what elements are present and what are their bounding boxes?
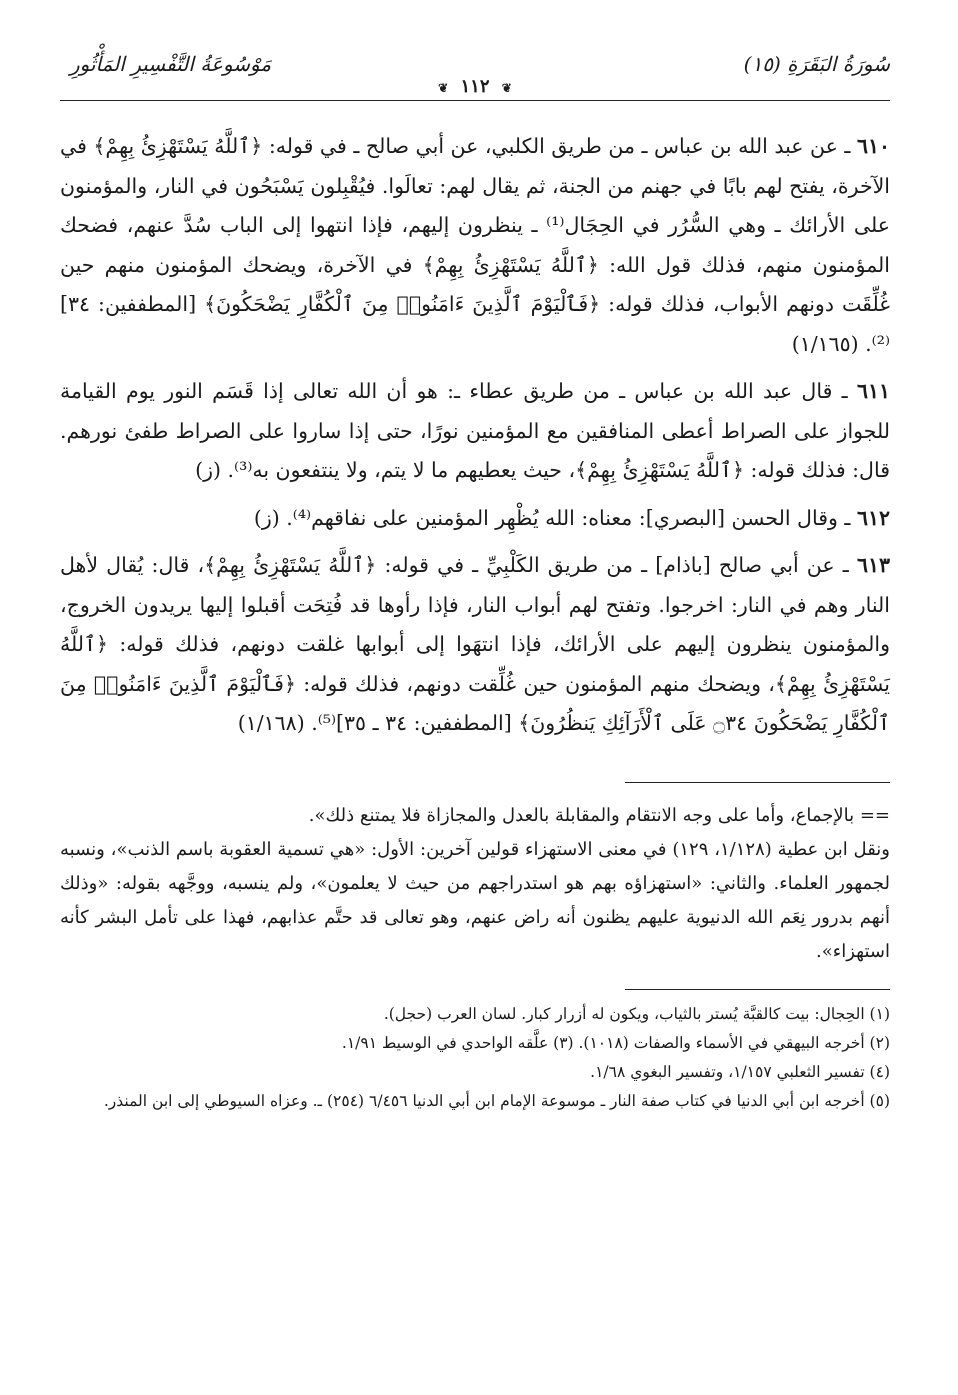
ornament-icon: ❦	[501, 81, 512, 95]
entry-text: ـ قال عبد الله بن عباس ـ من طريق عطاء ـ: هو أن الله تعالى إذا قَسَم النور يوم القيامة للجواز على الصراط أعطى المنافقين مع المؤمنين نورًا، حتى إذا ساروا على الصراط طفئ نورهم. قال: فذلك قوله: ﴿ٱللَّهُ يَسْتَهْزِئُ بِهِمْ﴾، حيث يعطيهم ما لا يتم، ولا ينتفعون به⁽³⁾. (ز)	[60, 379, 890, 482]
book-title: مَوْسُوعَةُ التَّفْسِيرِ المَأْثُورِ	[70, 52, 272, 76]
page-number: ١١٢	[460, 76, 490, 97]
entry-text: ـ وقال الحسن [البصري]: معناه: الله يُظْهِر المؤمنين على نفاقهم⁽⁴⁾. (ز)	[253, 505, 851, 530]
entry-number: ٦١٣	[856, 553, 890, 577]
entry-number: ٦١٠	[856, 134, 890, 158]
narration-entry	[60, 127, 890, 364]
footnote: (٤) تفسير الثعلبي ١/١٥٧، وتفسير البغوي ١/٦٨.	[590, 1062, 890, 1081]
footnote-divider	[625, 989, 890, 990]
main-text	[60, 127, 890, 744]
commentary-notes	[60, 799, 890, 969]
ornament-icon: ❦	[438, 81, 449, 95]
footnote: (١) الحِجال: بيت كالقبَّة يُستر بالثياب، ويكون له أزرار كبار. لسان العرب (حجل).	[383, 1004, 890, 1023]
page-number-block	[60, 76, 890, 97]
book-page	[60, 40, 890, 1116]
note-paragraph: ونقل ابن عطية (١/١٢٨، ١٢٩) في معنى الاستهزاء قولين آخرين: الأول: «هي تسمية العقوبة باسم الذنب»، ونسبه لجمهور العلماء. والثاني: «استهزاؤه بهم هو استدراجهم من حيث لا يعلمون»، ولم ينسبه، ووجَّهه بقوله: «وذلك أنهم بدرور نِعَم الله الدنيوية عليهم يظنون أنه راض عنهم، وهو تعالى قد حتَّم عذابهم، فهذا على تأمل البشر كأنه استهزاء».	[60, 838, 891, 962]
narration-entry	[60, 372, 890, 491]
entry-text: ـ عن عبد الله بن عباس ـ من طريق الكلبي، عن أبي صالح ـ في قوله: ﴿ٱللَّهُ يَسْتَهْزِئُ بِهِمْ﴾ في الآخرة، يفتح لهم بابًا في جهنم من الجنة، ثم يقال لهم: تعالَوا. فيُقْبِلون يَسْبَحُون في النار، والمؤمنون على الأرائك ـ وهي السُّرُر في الحِجَال⁽¹⁾ ـ ينظرون إليهم، فإذا انتهوا إلى الباب سُدَّ عنهم، فضحك المؤمنون منهم، فذلك قول الله: ﴿ٱللَّهُ يَسْتَهْزِئُ بِهِمْ﴾ في الآخرة، ويضحك المؤمنون منهم حين غُلِّقَت دونهم الأبواب، فذلك قوله: ﴿فَٱلْيَوْمَ ٱلَّذِينَ ءَامَنُوا۟ مِنَ ٱلْكُفَّارِ يَضْحَكُونَ﴾ [المطففين: ٣٤]⁽²⁾. (١/١٦٥)	[60, 134, 890, 356]
footnotes	[60, 1000, 890, 1116]
entry-number: ٦١٢	[856, 505, 890, 530]
footnote: (٥) أخرجه ابن أبي الدنيا في كتاب صفة النار ـ موسوعة الإمام ابن أبي الدنيا ٦/٤٥٦ (٢٥٤) ـ. وعزاه السيوطي إلى ابن المنذر.	[103, 1091, 890, 1110]
narration-entry	[60, 546, 890, 744]
surah-title: سُورَةُ البَقَرَةِ (١٥)	[743, 52, 890, 76]
entry-text: ـ عن أبي صالح [باذام] ـ من طريق الكَلْبِيِّ ـ في قوله: ﴿ٱللَّهُ يَسْتَهْزِئُ بِهِمْ﴾، قال: يُقال لأهل النار وهم في النار: اخرجوا. وتفتح لهم أبواب النار، فإذا رأوها قد فُتِحَت أقبلوا إليها يريدون الخروج، والمؤمنون ينظرون إليهم على الأرائك، فإذا انتهَوا إلى أبوابها غلقت دونهم، فذلك قوله: ﴿ٱللَّهُ يَسْتَهْزِئُ بِهِمْ﴾، ويضحك منهم المؤمنون حين غُلِّقت دونهم، فذلك قوله: ﴿فَٱلْيَوْمَ ٱلَّذِينَ ءَامَنُوا۟ مِنَ ٱلْكُفَّارِ يَضْحَكُونَ ۝٣٤ عَلَى ٱلْأَرَآئِكِ يَنظُرُونَ﴾ [المطففين: ٣٤ ـ ٣٥]⁽⁵⁾. (١/١٦٨)	[60, 553, 890, 735]
footnote: (٢) أخرجه البيهقي في الأسماء والصفات (١٠١٨). (٣) علَّقه الواحدي في الوسيط ١/٩١.	[341, 1033, 890, 1052]
note-paragraph: == بالإجماع، وأما على وجه الانتقام والمقابلة بالعدل والمجازاة فلا يمتنع ذلك».	[308, 804, 890, 826]
page-header	[60, 40, 890, 101]
narration-entry	[60, 499, 890, 539]
entry-number: ٦١١	[856, 379, 890, 403]
section-divider	[625, 782, 890, 783]
